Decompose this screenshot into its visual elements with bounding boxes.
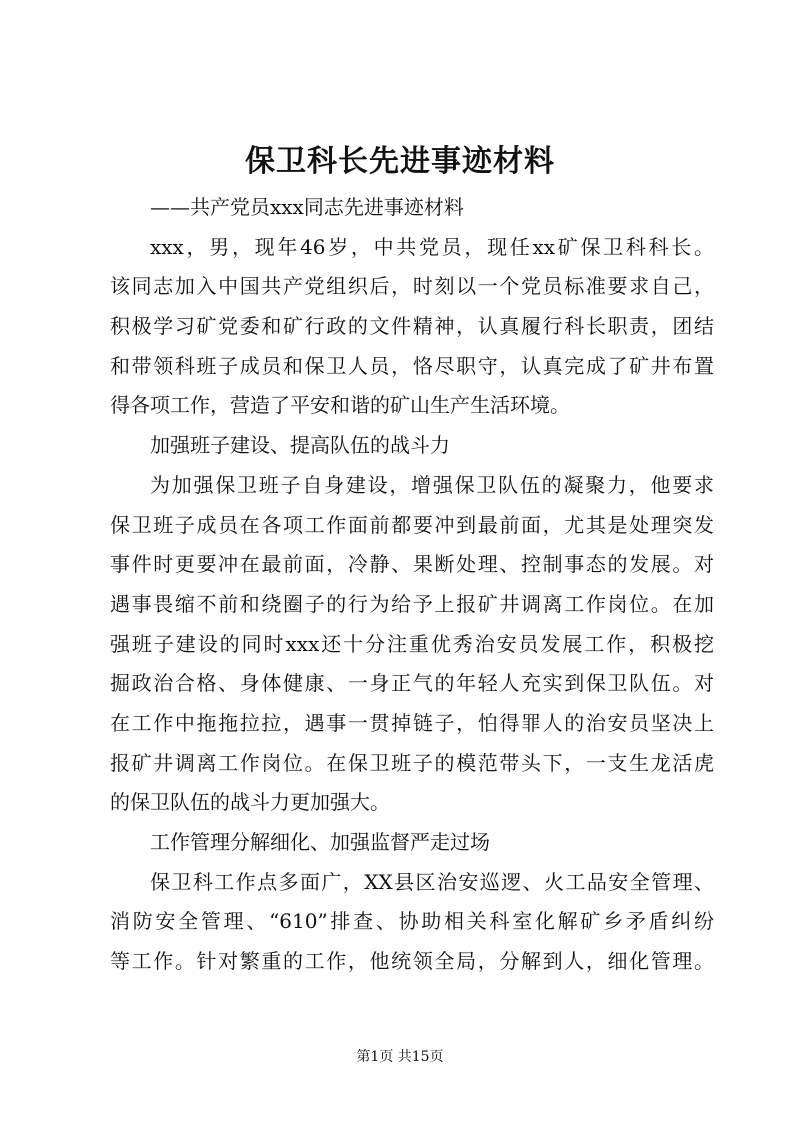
paragraph-line: 的保卫队伍的战斗力更加强大。 [110,790,390,815]
paragraph-line: 保卫科工作点多面广，XX县区治安巡逻、火工品安全管理、 [150,869,714,894]
paragraph-line: 遇事畏缩不前和绕圈子的行为给予上报矿井调离工作岗位。在加 [110,591,714,616]
paragraph-line: 等工作。针对繁重的工作，他统领全局，分解到人，细化管理。 [110,949,714,974]
paragraph-line: 该同志加入中国共产党组织后，时刻以一个党员标准要求自己， [110,274,714,299]
paragraph-line: 和带领科班子成员和保卫人员，恪尽职守，认真完成了矿井布置 [110,353,714,378]
document-title: 保卫科长先进事迹材料 [245,144,555,179]
paragraph-line: 在工作中拖拖拉拉，遇事一贯掉链子，怕得罪人的治安员坚决上 [110,710,714,735]
paragraph-line: 积极学习矿党委和矿行政的文件精神，认真履行科长职责，团结 [110,314,714,339]
paragraph-line: 掘政治合格、身体健康、一身正气的年轻人充实到保卫队伍。对 [110,671,714,696]
paragraph-line: 事件时更要冲在最前面，冷静、果断处理、控制事态的发展。对 [110,552,714,577]
document-subtitle: ——共产党员xxx同志先进事迹材料 [150,195,464,219]
page-footer: 第1页 共15页 [356,1049,444,1065]
paragraph-line: 报矿井调离工作岗位。在保卫班子的模范带头下，一支生龙活虎 [110,750,714,775]
document-body [110,188,714,982]
paragraph-line: 保卫班子成员在各项工作面前都要冲到最前面，尤其是处理突发 [110,512,714,537]
section-heading: 工作管理分解细化、加强监督严走过场 [150,830,490,854]
paragraph-line: 得各项工作，营造了平安和谐的矿山生产生活环境。 [110,393,570,418]
paragraph-line: 强班子建设的同时xxx还十分注重优秀治安员发展工作，积极挖 [110,631,714,656]
paragraph-line: xxx，男，现年46岁，中共党员，现任xx矿保卫科科长。 [150,234,714,259]
paragraph-line: 消防安全管理、“610”排查、协助相关科室化解矿乡矛盾纠纷 [110,909,714,934]
section-heading: 加强班子建设、提高队伍的战斗力 [150,433,450,458]
paragraph-line: 为加强保卫班子自身建设，增强保卫队伍的凝聚力，他要求 [150,472,714,497]
